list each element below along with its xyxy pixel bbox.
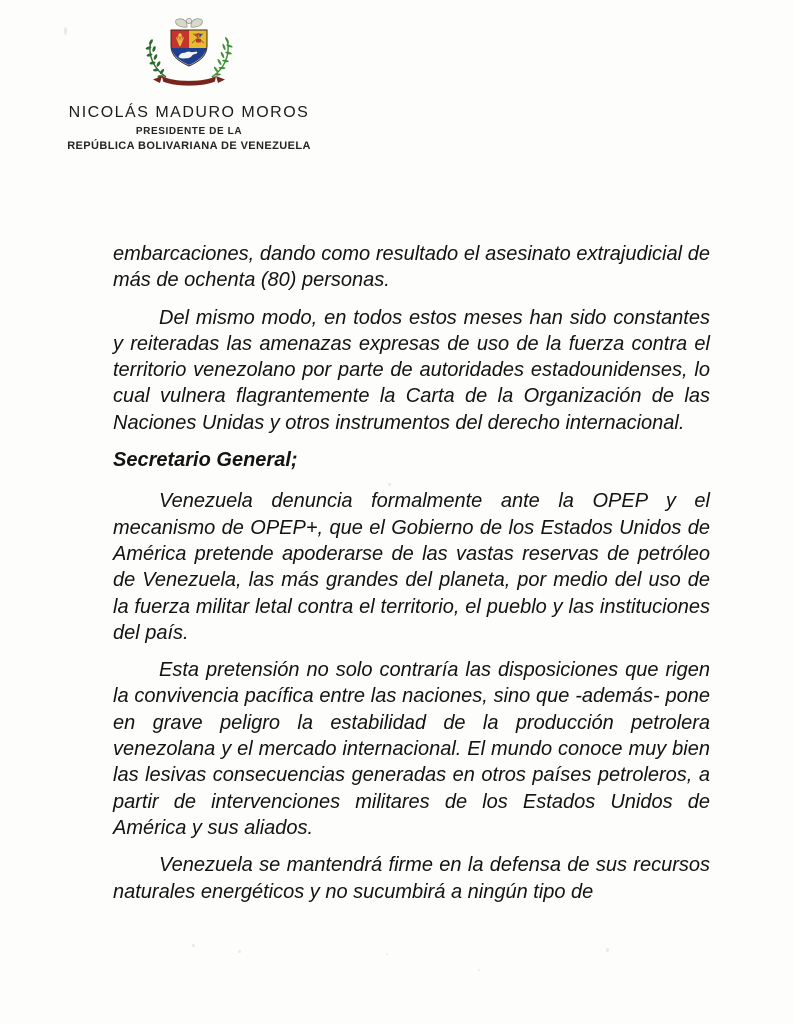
paragraph: Del mismo modo, en todos estos meses han sido constantes y reiteradas las amenazas expresas de uso de la fuerza contra el territorio venezolano por parte de autoridades estadounidenses, lo cual vulnera flagrantemente la Carta de la Organización de las Naciones Unidas y otros instrumentos del derecho internacional.	[113, 306, 710, 434]
ribbon	[153, 76, 225, 86]
scan-speck	[478, 969, 480, 971]
letter-body	[113, 241, 710, 905]
paragraph: Venezuela denuncia formalmente ante la OPEP y el mecanismo de OPEP+, que el Gobierno de los Estados Unidos de América pretende apoderarse de las vastas reservas de petróleo de Venezuela, las más grandes del planeta, por medio del uso de la fuerza militar letal contra el territorio, el pueblo y las instituciones del país.	[113, 490, 710, 644]
paragraph: Esta pretensión no solo contraría las disposiciones que rigen la convivencia pacífica entre las naciones, sino que -además- pone en grave peligro la estabilidad de la producción petrolera venezolana y el mercado internacional. El mundo conoce muy bien las lesivas consecuencias generadas en otros países petroleros, a partir de intervenciones militares de los Estados Unidos de América y sus aliados.	[113, 659, 710, 839]
paragraph: Venezuela se mantendrá firme en la defensa de sus recursos naturales energéticos y no sucumbirá a ningún tipo de	[113, 854, 710, 903]
cornucopias	[176, 18, 203, 27]
venezuela-coat-of-arms-icon	[141, 16, 237, 99]
paragraph-continuation: embarcaciones, dando como resultado el asesinato extrajudicial de más de ochenta (80) personas.	[113, 243, 710, 292]
salutation-heading: Secretario General;	[113, 449, 298, 472]
scan-speck	[192, 944, 195, 947]
president-title-line1: PRESIDENTE DE LA	[135, 126, 243, 137]
scan-speck	[606, 948, 609, 952]
olive-branch	[145, 39, 166, 78]
scan-speck	[388, 483, 391, 486]
president-title-line2: REPÚBLICA BOLIVARIANA DE VENEZUELA	[67, 140, 311, 152]
palm-branch	[212, 37, 233, 77]
letterhead	[53, 16, 325, 152]
president-name: NICOLÁS MADURO MOROS	[68, 104, 310, 121]
scan-speck	[238, 950, 241, 953]
scan-speck	[386, 953, 388, 955]
shield	[171, 30, 207, 66]
scan-speck	[64, 27, 67, 35]
